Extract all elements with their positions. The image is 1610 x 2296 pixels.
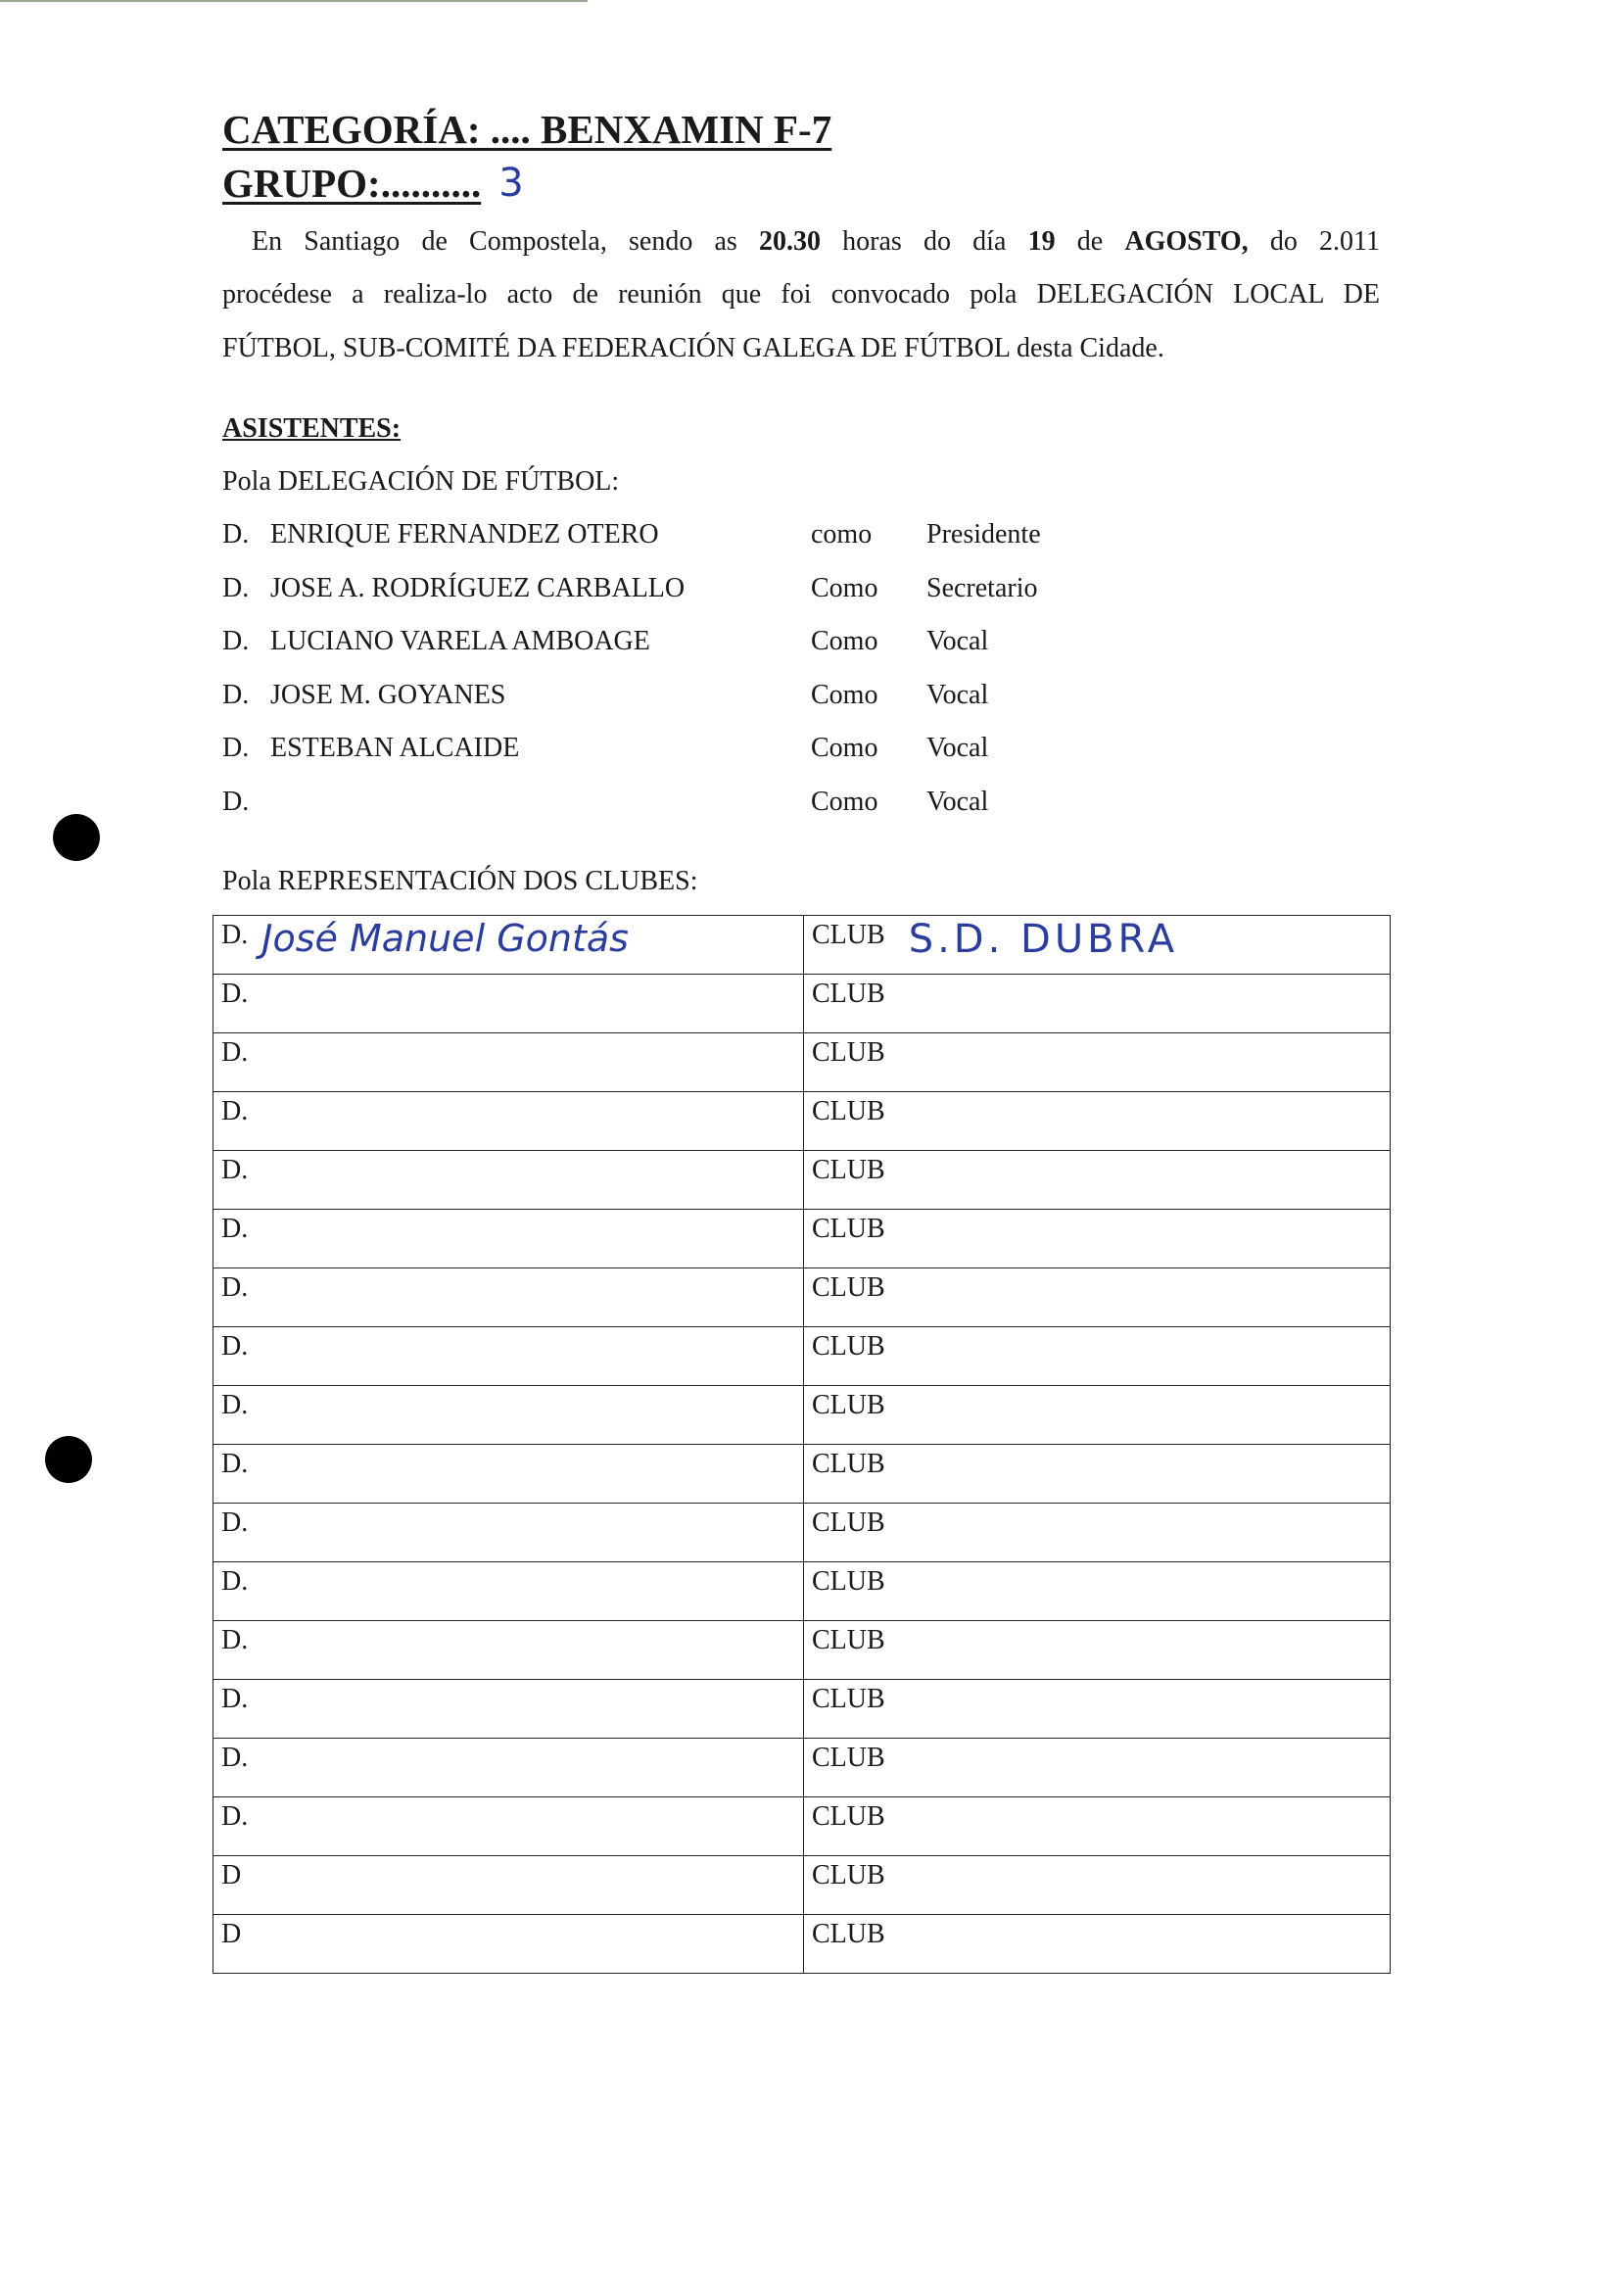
club-cell[interactable] <box>804 1327 1391 1386</box>
member-as: Como <box>811 626 878 656</box>
club-cell[interactable] <box>804 1504 1391 1562</box>
intro-line-1: En Santiago de Compostela, sendo as 20.30 horas do día 19 de AGOSTO, do 2.011 <box>252 226 1381 257</box>
representative-cell[interactable] <box>213 1033 804 1092</box>
member-role: Vocal <box>926 626 989 656</box>
club-label: CLUB <box>812 1390 885 1420</box>
representative-cell[interactable] <box>213 1092 804 1151</box>
club-cell[interactable] <box>804 1562 1391 1621</box>
club-label: CLUB <box>812 1155 885 1185</box>
member-prefix: D. <box>222 519 250 550</box>
club-label: CLUB <box>812 1037 885 1068</box>
punch-hole <box>53 814 100 861</box>
representative-name-handwritten: José Manuel Gontás <box>261 917 629 960</box>
club-label: CLUB <box>812 1625 885 1655</box>
representative-prefix: D. <box>221 1743 249 1773</box>
group-heading: GRUPO:.......... <box>222 161 482 206</box>
club-label: CLUB <box>812 1449 885 1479</box>
club-row <box>213 1210 1391 1268</box>
club-row <box>213 1151 1391 1210</box>
scan-edge-line <box>0 0 588 2</box>
club-cell[interactable] <box>804 1680 1391 1739</box>
representative-cell[interactable] <box>213 1445 804 1504</box>
representative-cell[interactable] <box>213 1386 804 1445</box>
group-handwritten: 3 <box>498 161 524 206</box>
representative-prefix: D. <box>221 1272 249 1303</box>
group-line <box>222 161 524 206</box>
member-name: JOSE A. RODRÍGUEZ CARBALLO <box>270 573 686 603</box>
club-row <box>213 1680 1391 1739</box>
member-prefix: D. <box>222 733 250 763</box>
club-row <box>213 1268 1391 1327</box>
representative-cell[interactable] <box>213 1504 804 1562</box>
representative-prefix: D. <box>221 1801 249 1832</box>
club-label: CLUB <box>812 1331 885 1362</box>
club-cell[interactable] <box>804 1915 1391 1974</box>
club-row <box>213 916 1391 975</box>
representative-cell[interactable] <box>213 1562 804 1621</box>
club-label: CLUB <box>812 920 885 950</box>
representative-cell[interactable] <box>213 1621 804 1680</box>
club-cell[interactable] <box>804 916 1391 975</box>
club-cell[interactable] <box>804 1386 1391 1445</box>
club-row <box>213 1327 1391 1386</box>
member-role: Vocal <box>926 680 989 710</box>
club-cell[interactable] <box>804 1092 1391 1151</box>
club-cell[interactable] <box>804 1033 1391 1092</box>
club-cell[interactable] <box>804 1151 1391 1210</box>
representative-prefix: D. <box>221 1449 249 1479</box>
representative-cell[interactable] <box>213 1151 804 1210</box>
club-row <box>213 1445 1391 1504</box>
member-as: como <box>811 519 873 550</box>
representative-cell[interactable] <box>213 1915 804 1974</box>
representative-prefix: D. <box>221 1331 249 1362</box>
representative-cell[interactable] <box>213 1739 804 1797</box>
club-label: CLUB <box>812 1272 885 1303</box>
representative-prefix: D. <box>221 1390 249 1420</box>
club-label: CLUB <box>812 1919 885 1949</box>
club-label: CLUB <box>812 1860 885 1890</box>
club-cell[interactable] <box>804 975 1391 1033</box>
intro-line-2: procédese a realiza-lo acto de reunión que foi convocado pola DELEGACIÓN LOCAL DE <box>222 279 1380 310</box>
representative-prefix: D. <box>221 1037 249 1068</box>
member-role: Vocal <box>926 787 989 817</box>
club-label: CLUB <box>812 1801 885 1832</box>
representative-prefix: D. <box>221 979 249 1009</box>
club-cell[interactable] <box>804 1739 1391 1797</box>
club-row <box>213 1856 1391 1915</box>
member-name: ESTEBAN ALCAIDE <box>270 733 520 763</box>
representative-cell[interactable] <box>213 1327 804 1386</box>
club-cell[interactable] <box>804 1210 1391 1268</box>
club-label: CLUB <box>812 1096 885 1126</box>
representative-prefix: D. <box>221 1155 249 1185</box>
member-prefix: D. <box>222 680 250 710</box>
club-cell[interactable] <box>804 1621 1391 1680</box>
club-cell[interactable] <box>804 1797 1391 1856</box>
member-as: Como <box>811 573 878 603</box>
representative-cell[interactable] <box>213 975 804 1033</box>
representative-prefix: D <box>221 1919 242 1949</box>
category-heading: CATEGORÍA: .... BENXAMIN F-7 <box>222 107 832 152</box>
club-cell[interactable] <box>804 1856 1391 1915</box>
club-row <box>213 1386 1391 1445</box>
club-label: CLUB <box>812 1743 885 1773</box>
club-row <box>213 1915 1391 1974</box>
representative-cell[interactable] <box>213 1210 804 1268</box>
club-row <box>213 1739 1391 1797</box>
representative-cell[interactable] <box>213 1856 804 1915</box>
member-role: Vocal <box>926 733 989 763</box>
representative-cell[interactable] <box>213 1797 804 1856</box>
representative-prefix: D. <box>221 1684 249 1714</box>
representative-cell[interactable] <box>213 1268 804 1327</box>
punch-hole <box>45 1436 92 1483</box>
clubs-table <box>213 915 1391 1974</box>
club-label: CLUB <box>812 1214 885 1244</box>
club-row <box>213 1504 1391 1562</box>
club-row <box>213 1562 1391 1621</box>
delegation-label: Pola DELEGACIÓN DE FÚTBOL: <box>222 466 620 497</box>
member-name: LUCIANO VARELA AMBOAGE <box>270 626 650 656</box>
club-row <box>213 1092 1391 1151</box>
member-role: Presidente <box>926 519 1041 550</box>
member-as: Como <box>811 733 878 763</box>
representative-prefix: D <box>221 1860 242 1890</box>
club-label: CLUB <box>812 1566 885 1597</box>
member-name: ENRIQUE FERNANDEZ OTERO <box>270 519 659 550</box>
member-name: JOSE M. GOYANES <box>270 680 506 710</box>
representative-prefix: D. <box>221 1507 249 1538</box>
club-name-handwritten: S.D. DUBRA <box>908 917 1179 962</box>
representative-prefix: D. <box>221 1096 249 1126</box>
clubs-label: Pola REPRESENTACIÓN DOS CLUBES: <box>222 866 698 896</box>
club-row <box>213 1033 1391 1092</box>
member-as: Como <box>811 680 878 710</box>
representative-prefix: D. <box>221 1625 249 1655</box>
member-prefix: D. <box>222 787 250 817</box>
member-prefix: D. <box>222 626 250 656</box>
club-cell[interactable] <box>804 1268 1391 1327</box>
representative-cell[interactable] <box>213 916 804 975</box>
intro-line-3: FÚTBOL, SUB-COMITÉ DA FEDERACIÓN GALEGA DE FÚTBOL desta Cidade. <box>222 333 1164 363</box>
club-label: CLUB <box>812 1684 885 1714</box>
representative-prefix: D. <box>221 1566 249 1597</box>
member-as: Como <box>811 787 878 817</box>
member-role: Secretario <box>926 573 1038 603</box>
representative-cell[interactable] <box>213 1680 804 1739</box>
representative-prefix: D. <box>221 1214 249 1244</box>
representative-prefix: D. <box>221 920 249 950</box>
club-label: CLUB <box>812 979 885 1009</box>
attendees-heading: ASISTENTES: <box>222 413 402 444</box>
club-cell[interactable] <box>804 1445 1391 1504</box>
club-row <box>213 1621 1391 1680</box>
club-row <box>213 975 1391 1033</box>
club-label: CLUB <box>812 1507 885 1538</box>
member-prefix: D. <box>222 573 250 603</box>
club-row <box>213 1797 1391 1856</box>
